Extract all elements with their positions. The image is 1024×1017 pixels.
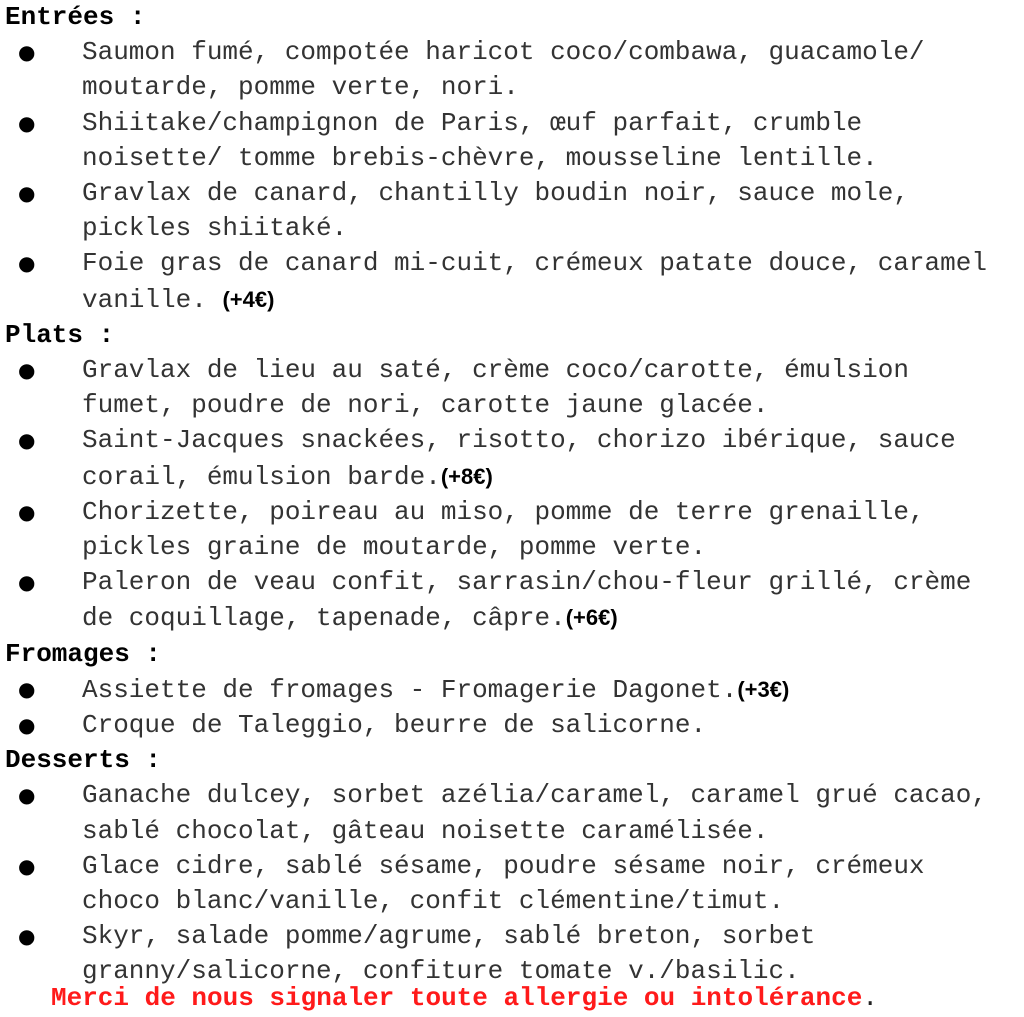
allergy-notice-period: . (862, 983, 878, 1013)
section-title-label: Fromages (5, 638, 130, 669)
menu-item (5, 106, 1017, 176)
bullet-icon: ● (18, 783, 36, 808)
section-title-label: Desserts (5, 745, 130, 776)
menu-item (5, 176, 1017, 246)
menu-item-description: Gravlax de canard, chantilly boudin noir, sauce mole, pickles shiitaké. (82, 178, 909, 244)
menu-item-description: Shiitake/champignon de Paris, œuf parfait, crumble noisette/ tomme brebis-chèvre, mousseline lentille. (82, 107, 878, 173)
menu-item (5, 708, 1017, 743)
menu-item-description: Paleron de veau confit, sarrasin/chou-fleur grillé, crème de coquillage, tapenade, câpre. (82, 567, 972, 634)
menu-item-description: Croque de Taleggio, beurre de salicorne. (82, 710, 707, 741)
bullet-icon: ● (18, 428, 36, 453)
price-supplement: (+6€) (565, 605, 618, 631)
bullet-icon: ● (18, 110, 36, 135)
menu-item-description: Saint-Jacques snackées, risotto, chorizo ibérique, sauce corail, émulsion barde. (82, 425, 956, 492)
section-title-colon: : (114, 2, 146, 32)
menu-item (5, 672, 1017, 708)
bullet-icon: ● (18, 181, 36, 205)
section-title-label: Entrées (5, 2, 115, 32)
bullet-icon: ● (18, 358, 36, 382)
menu-item-description: Chorizette, poireau au miso, pomme de terre grenaille, pickles graine de moutarde, pomme verte. (82, 496, 925, 563)
allergy-notice-text: Merci de nous signaler toute allergie ou intolérance (51, 983, 863, 1013)
menu-item-description: Foie gras de canard mi-cuit, crémeux patate douce, caramel vanille. (82, 248, 987, 315)
menu-item (5, 919, 1017, 989)
menu-item (5, 565, 1017, 636)
section-title-colon: : (129, 638, 162, 669)
bullet-icon: ● (18, 251, 36, 276)
menu-item (5, 778, 1017, 848)
menu-item-description: Assiette de fromages - Fromagerie Dagonet. (82, 674, 738, 705)
section-title-label: Plats (5, 319, 84, 350)
menu-item-description: Skyr, salade pomme/agrume, sablé breton, sorbet granny/salicorne, confiture tomate v./basilic. (82, 921, 816, 987)
section-title (5, 318, 1017, 353)
bullet-icon: ● (18, 499, 36, 524)
bullet-icon: ● (18, 853, 36, 878)
menu-item-description: Gravlax de lieu au saté, crème coco/carotte, émulsion fumet, poudre de nori, carotte jaune glacée. (82, 355, 909, 421)
section-title (5, 0, 1017, 35)
bullet-icon: ● (18, 40, 36, 65)
section-title (5, 743, 1017, 778)
section-title (5, 637, 1017, 672)
menu-item (5, 353, 1017, 423)
menu-item-description: Ganache dulcey, sorbet azélia/caramel, caramel grué cacao, sablé chocolat, gâteau noisette caramélisée. (82, 780, 987, 846)
section-title-colon: : (129, 745, 162, 776)
price-supplement: (+4€) (222, 286, 275, 312)
menu-item (5, 849, 1017, 919)
menu-item-description: Glace cidre, sablé sésame, poudre sésame noir, crémeux choco blanc/vanille, confit clémentine/timut. (82, 850, 925, 917)
menu-item (5, 35, 1017, 105)
menu-item (5, 246, 1017, 317)
bullet-icon: ● (18, 924, 36, 949)
price-supplement: (+3€) (737, 676, 790, 702)
menu-item (5, 423, 1017, 494)
price-supplement: (+8€) (440, 463, 493, 489)
menu-item-description: Saumon fumé, compotée haricot coco/combawa, guacamole/ moutarde, pomme verte, nori. (82, 37, 925, 103)
bullet-icon: ● (18, 713, 36, 738)
menu-item (5, 495, 1017, 565)
section-title-colon: : (83, 319, 115, 350)
menu (5, 0, 1017, 990)
bullet-icon: ● (18, 676, 36, 701)
bullet-icon: ● (18, 570, 36, 595)
allergy-notice (51, 981, 878, 1016)
